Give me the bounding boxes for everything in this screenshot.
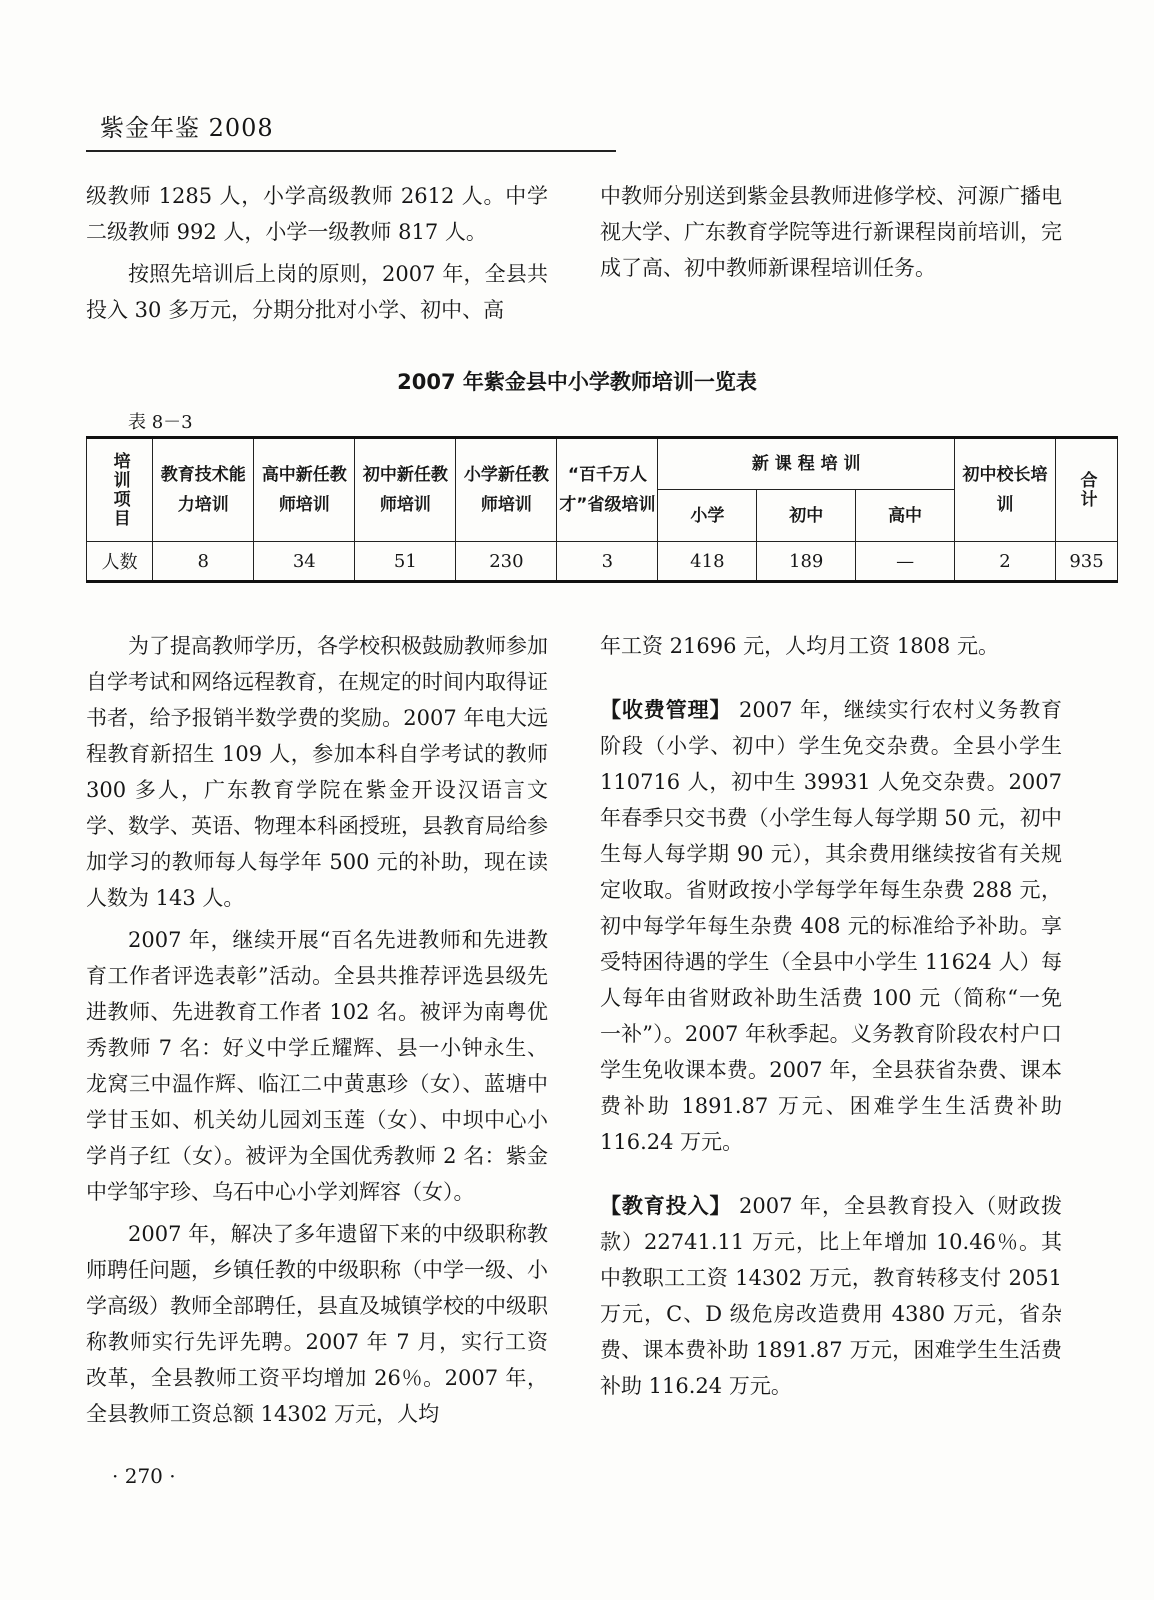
header-junior-new: 初中新任教师培训 bbox=[355, 438, 456, 542]
value-principal: 2 bbox=[955, 542, 1056, 582]
subheader-junior: 初中 bbox=[757, 490, 856, 542]
body-left-paragraph-2: 2007 年，继续开展“百名先进教师和先进教育工作者评选表彰”活动。全县共推荐评选县级先进教师、先进教育工作者 102 名。被评为南粤优秀教师 7 名：好义中学丘耀辉、县一小钟永生、龙窝三中温作辉、临江二中黄惠珍（女）、蓝塘中学甘玉如、机关幼儿园刘玉莲（女）、中坝中心小学肖子红（女）。被评为全国优秀教师 2 名：紫金中学邹宇珍、乌石中心小学刘辉容（女）。 bbox=[86, 928, 548, 1204]
value-total: 935 bbox=[1056, 542, 1118, 582]
header-million-talent: “百千万人才”省级培训 bbox=[557, 438, 658, 542]
header-rule bbox=[86, 150, 616, 152]
value-million-talent: 3 bbox=[557, 542, 658, 582]
fees-tag: 【收费管理】 bbox=[600, 698, 732, 722]
table-number: 表 8－3 bbox=[128, 412, 193, 433]
value-nc-primary: 418 bbox=[658, 542, 757, 582]
table-title: 2007 年紫金县中小学教师培训一览表 bbox=[397, 370, 757, 394]
value-tech: 8 bbox=[153, 542, 254, 582]
page-number: · 270 · bbox=[112, 1464, 176, 1488]
header-training-item: 培训项目 bbox=[87, 438, 153, 542]
header-total: 合计 bbox=[1056, 438, 1118, 542]
value-junior-new: 51 bbox=[355, 542, 456, 582]
intro-right-column bbox=[600, 178, 1062, 286]
header-principal: 初中校长培训 bbox=[955, 438, 1056, 542]
investment-text: 2007 年，全县教育投入（财政拨款）22741.11 万元，比上年增加 10.46％。其中教职工工资 14302 万元，教育转移支付 2051 万元，C、D 级危房改造费用 4380 万元，省杂费、课本费补助 1891.87 万元，困难学生生活费补助 116.24 万元。 bbox=[600, 1194, 1063, 1398]
value-primary-new: 230 bbox=[456, 542, 557, 582]
subheader-primary: 小学 bbox=[658, 490, 757, 542]
row-header-count: 人数 bbox=[87, 542, 153, 582]
header-tech: 教育技术能力培训 bbox=[153, 438, 254, 542]
body-left-column bbox=[86, 628, 548, 1432]
intro-left-paragraph-2: 按照先培训后上岗的原则，2007 年，全县共投入 30 多万元，分期分批对小学、初中、高 bbox=[86, 262, 548, 322]
body-right-continuation: 年工资 21696 元，人均月工资 1808 元。 bbox=[600, 634, 999, 658]
intro-left-column bbox=[86, 178, 548, 328]
subheader-high: 高中 bbox=[856, 490, 955, 542]
header-high-new: 高中新任教师培训 bbox=[254, 438, 355, 542]
intro-left-paragraph-1: 级教师 1285 人，小学高级教师 2612 人。中学二级教师 992 人，小学一级教师 817 人。 bbox=[86, 184, 548, 244]
body-left-paragraph-3: 2007 年，解决了多年遗留下来的中级职称教师聘任问题，乡镇任教的中级职称（中学一级、小学高级）教师全部聘任，县直及城镇学校的中级职称教师实行先评先聘。2007 年 7 月，实行工资改革，全县教师工资平均增加 26％。2007 年，全县教师工资总额 14302 万元，人均 bbox=[86, 1222, 548, 1426]
value-nc-high: — bbox=[856, 542, 955, 582]
fees-section bbox=[600, 692, 1062, 1160]
fees-text: 2007 年，继续实行农村义务教育阶段（小学、初中）学生免交杂费。全县小学生 110716 人，初中生 39931 人免交杂费。2007 年春季只交书费（小学生每人每学期 50 元，初中生每人每学期 90 元），其余费用继续按省有关规定收取。省财政按小学每学年每生杂费 288 元，初中每学年每生杂费 408 元的标准给予补助。享受特困待遇的学生（全县中小学生 11624 人）每人每年由省财政补助生活费 100 元（简称“一免一补”）。2007 年秋季起。义务教育阶段农村户口学生免收课本费。2007 年，全县获省杂费、课本费补助 1891.87 万元、困难学生生活费补助 116.24 万元。 bbox=[600, 698, 1063, 1154]
running-header: 紫金年鉴 2008 bbox=[100, 114, 274, 142]
intro-right-paragraph-1: 中教师分别送到紫金县教师进修学校、河源广播电视大学、广东教育学院等进行新课程岗前培训，完成了高、初中教师新课程培训任务。 bbox=[600, 184, 1062, 280]
training-table bbox=[86, 436, 1118, 583]
value-high-new: 34 bbox=[254, 542, 355, 582]
body-left-paragraph-1: 为了提高教师学历，各学校积极鼓励教师参加自学考试和网络远程教育，在规定的时间内取得证书者，给予报销半数学费的奖励。2007 年电大远程教育新招生 109 人，参加本科自学考试的教师 300 多人，广东教育学院在紫金开设汉语言文学、数学、英语、物理本科函授班，县教育局给参加学习的教师每人每学年 500 元的补助，现在读人数为 143 人。 bbox=[86, 634, 548, 910]
investment-tag: 【教育投入】 bbox=[600, 1194, 732, 1218]
header-new-curriculum: 新 课 程 培 训 bbox=[658, 438, 955, 490]
header-primary-new: 小学新任教师培训 bbox=[456, 438, 557, 542]
value-nc-junior: 189 bbox=[757, 542, 856, 582]
investment-section bbox=[600, 1188, 1062, 1404]
body-right-column bbox=[600, 628, 1062, 1404]
